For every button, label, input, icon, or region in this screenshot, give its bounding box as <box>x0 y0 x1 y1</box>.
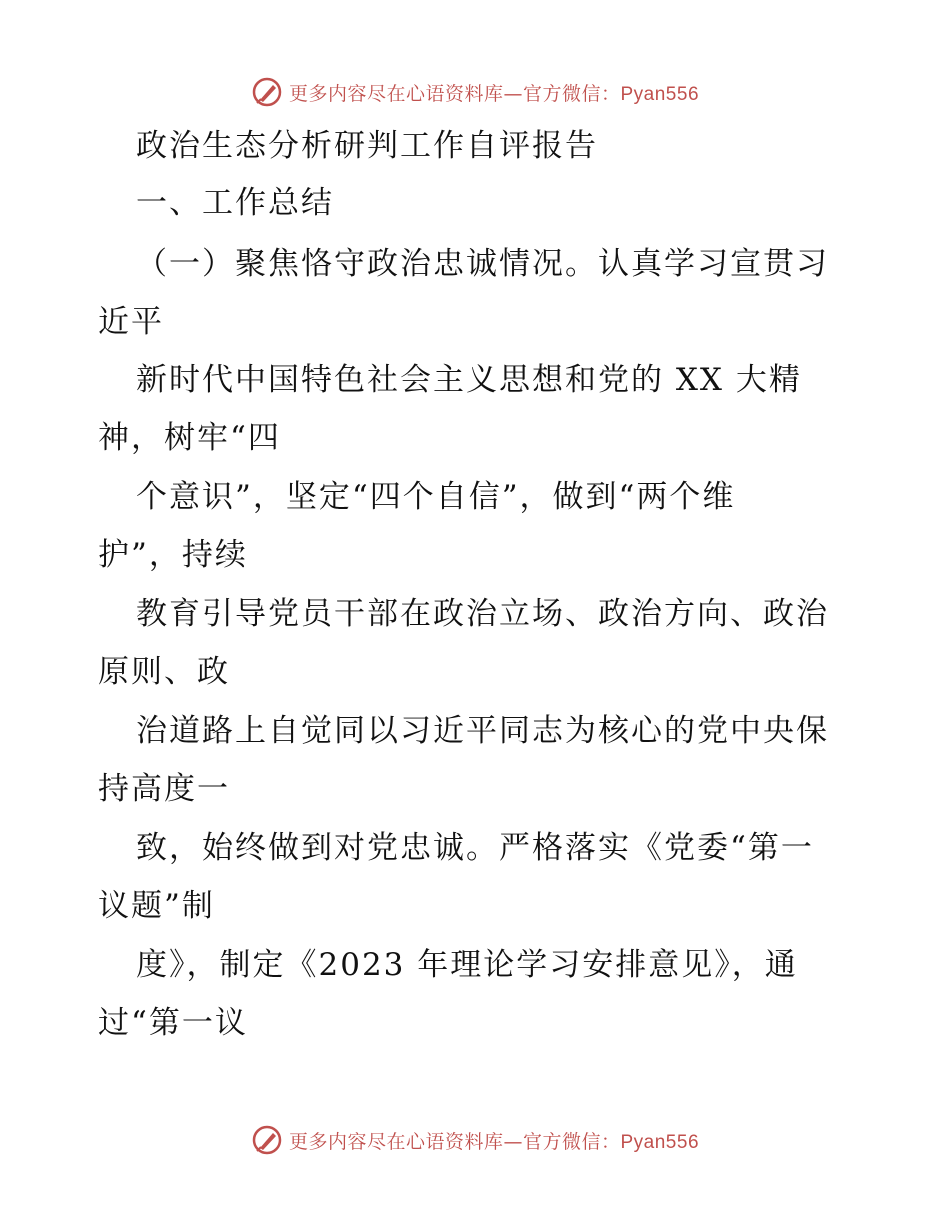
feather-pen-logo-icon <box>251 1124 283 1156</box>
footer-banner-text: 更多内容尽在心语资料库—官方微信：Pyan556 <box>288 1130 700 1153</box>
paragraph-line: 原则、政 <box>98 654 230 690</box>
paragraph-line: 近平 <box>98 304 164 340</box>
paragraph-line: 议题”制 <box>98 888 215 924</box>
paragraph-line: 护”，持续 <box>98 537 248 573</box>
paragraph-line: 个意识”，坚定“四个自信”，做到“两个维 <box>136 479 736 515</box>
paragraph-line: 致，始终做到对党忠诚。严格落实《党委“第一 <box>136 830 814 866</box>
footer-watermark-banner <box>0 1120 950 1160</box>
paragraph-line: 持高度一 <box>98 771 230 807</box>
paragraph-line: 神，树牢“四 <box>98 420 281 456</box>
document-title: 政治生态分析研判工作自评报告 <box>136 128 598 164</box>
feather-pen-logo-icon <box>251 76 283 108</box>
header-watermark-banner <box>0 72 950 112</box>
paragraph-line: 度》，制定《2023 年理论学习安排意见》，通 <box>136 947 798 983</box>
paragraph-line: 新时代中国特色社会主义思想和党的 XX 大精 <box>136 362 802 398</box>
paragraph-line: 过“第一议 <box>98 1005 248 1041</box>
paragraph-line: 教育引导党员干部在政治立场、政治方向、政治 <box>136 596 829 632</box>
paragraph-line: 治道路上自觉同以习近平同志为核心的党中央保 <box>136 713 829 749</box>
section-heading: 一、工作总结 <box>136 185 334 221</box>
header-banner-text: 更多内容尽在心语资料库—官方微信：Pyan556 <box>288 82 700 105</box>
paragraph-line: （一）聚焦恪守政治忠诚情况。认真学习宣贯习 <box>136 246 829 282</box>
